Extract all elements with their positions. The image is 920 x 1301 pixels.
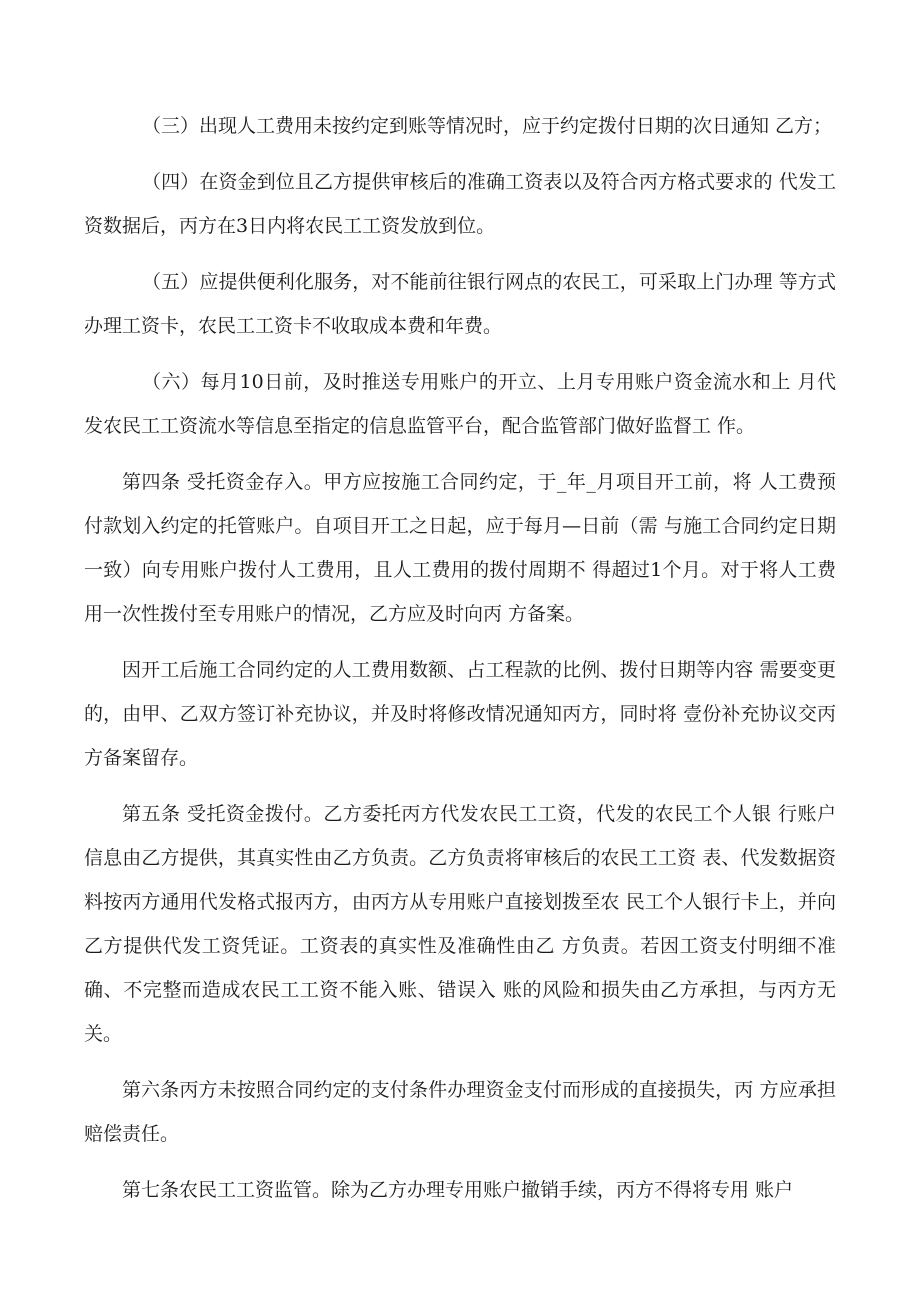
article-4-paragraph: 第四条 受托资金存入。甲方应按施工合同约定，于_年_月项目开工前，将 人工费预付款划入约定的托管账户。自项目开工之日起，应于每月—日前（需 与施工合同约定日期一致）向专用账户拨付人工费用，且人工费用的拨付周期不 得超过1个月。对于将人工费用一次性拨付至专用账户的情况，乙方应及时向丙 方备案。 xyxy=(84,471,836,625)
clause-item-4: （四）在资金到位且乙方提供审核后的准确工资表以及符合丙方格式要求的 代发工资数据后，丙方在3日内将农民工工资发放到位。 xyxy=(84,171,836,237)
document-page xyxy=(84,104,836,1224)
article-5-paragraph: 第五条 受托资金拨付。乙方委托丙方代发农民工工资，代发的农民工个人银 行账户信息由乙方提供，其真实性由乙方负责。乙方负责将审核后的农民工工资 表、代发数据资料按丙方通用代发格式报丙方，由丙方从专用账户直接划拨至农 民工个人银行卡上，并向乙方提供代发工资凭证。工资表的真实性及准确性由乙 方负责。若因工资支付明细不准确、不完整而造成农民工工资不能入账、错误入 账的风险和损失由乙方承担，与丙方无关。 xyxy=(84,803,836,1045)
clause-item-3: （三）出现人工费用未按约定到账等情况时，应于约定拨付日期的次日通知 乙方； xyxy=(142,115,833,137)
article-4-amendment-paragraph: 因开工后施工合同约定的人工费用数额、占工程款的比例、拨付日期等内容 需要变更的，由甲、乙双方签订补充协议，并及时将修改情况通知丙方，同时将 壹份补充协议交丙方备案留存。 xyxy=(84,659,836,769)
article-7-paragraph: 第七条农民工工资监管。除为乙方办理专用账户撤销手续，丙方不得将专用 账户 xyxy=(122,1179,794,1201)
clause-item-5: （五）应提供便利化服务，对不能前往银行网点的农民工，可采取上门办理 等方式办理工资卡，农民工工资卡不收取成本费和年费。 xyxy=(84,271,836,337)
clause-item-6: （六）每月10日前，及时推送专用账户的开立、上月专用账户资金流水和上 月代发农民工工资流水等信息至指定的信息监管平台，配合监管部门做好监督工 作。 xyxy=(84,371,836,437)
article-6-paragraph: 第六条丙方未按照合同约定的支付条件办理资金支付而形成的直接损失，丙 方应承担赔偿责任。 xyxy=(84,1079,836,1145)
